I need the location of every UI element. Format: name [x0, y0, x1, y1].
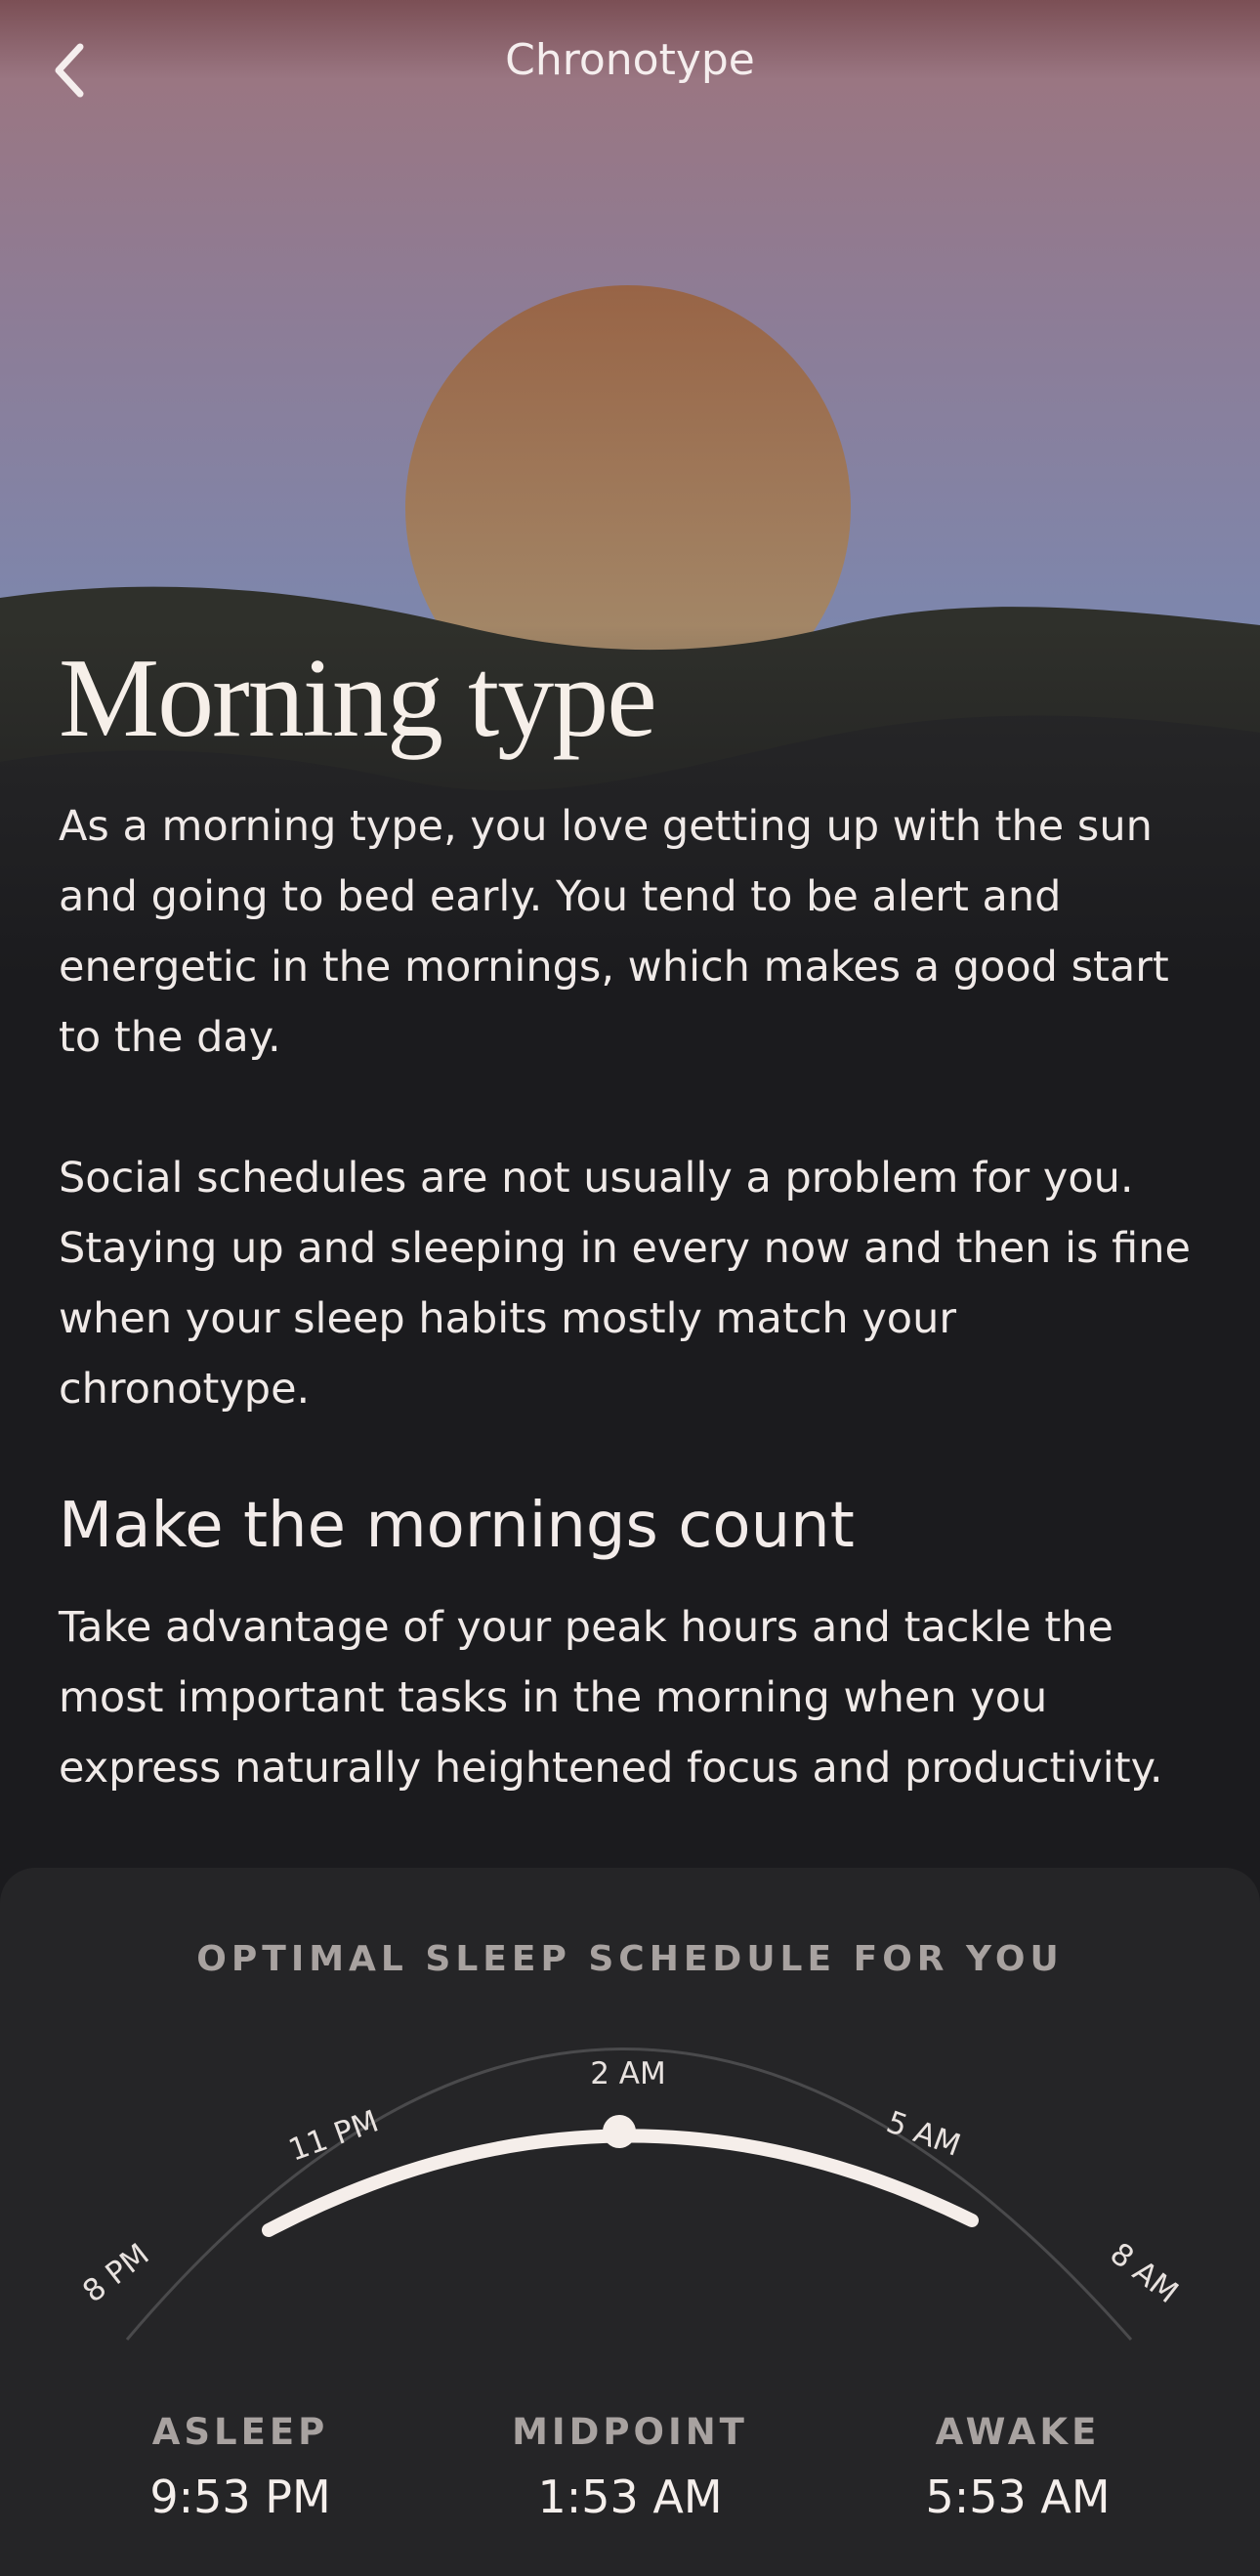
schedule-card-title: OPTIMAL SLEEP SCHEDULE FOR YOU — [196, 1939, 1064, 1979]
section-body: Take advantage of your peak hours and tackle the most important tasks in the morning when you express naturally heightened focus and productivity. — [59, 1603, 1163, 1793]
midpoint-time: 1:53 AM — [537, 2470, 723, 2523]
asleep-label: ASLEEP — [151, 2411, 329, 2453]
awake-label: AWAKE — [935, 2411, 1101, 2453]
arc-track — [127, 2049, 1131, 2341]
midpoint-marker — [603, 2115, 636, 2148]
page-title: Chronotype — [505, 35, 755, 85]
tick-label-2am: 2 AM — [590, 2056, 666, 2091]
tick-label-8pm: 8 PM — [76, 2236, 156, 2310]
midpoint-stat — [454, 2408, 806, 2531]
arc-sleep-window — [269, 2135, 972, 2230]
asleep-time: 9:53 PM — [149, 2470, 331, 2523]
description-paragraph-2: Social schedules are not usually a problem for you. Staying up and sleeping in every now and then is fine when your sleep habits mostly match your chronotype. — [59, 1154, 1191, 1414]
description-paragraph-1: As a morning type, you love getting up with the sun and going to bed early. You tend to be alert and energetic in the mornings, which makes a good start to the day. — [59, 802, 1169, 1062]
midpoint-label: MIDPOINT — [512, 2411, 748, 2453]
tick-label-5am: 5 AM — [881, 2104, 966, 2164]
tick-label-11pm: 11 PM — [283, 2103, 384, 2169]
section-title: Make the mornings count — [59, 1490, 855, 1562]
chronotype-headline: Morning type — [59, 636, 655, 761]
top-nav-bar — [0, 0, 1260, 137]
tick-label-8am: 8 AM — [1103, 2236, 1185, 2311]
awake-time: 5:53 AM — [925, 2470, 1111, 2523]
asleep-stat — [64, 2408, 416, 2531]
sleep-schedule-arc — [0, 2003, 1260, 2393]
awake-stat — [842, 2408, 1194, 2531]
